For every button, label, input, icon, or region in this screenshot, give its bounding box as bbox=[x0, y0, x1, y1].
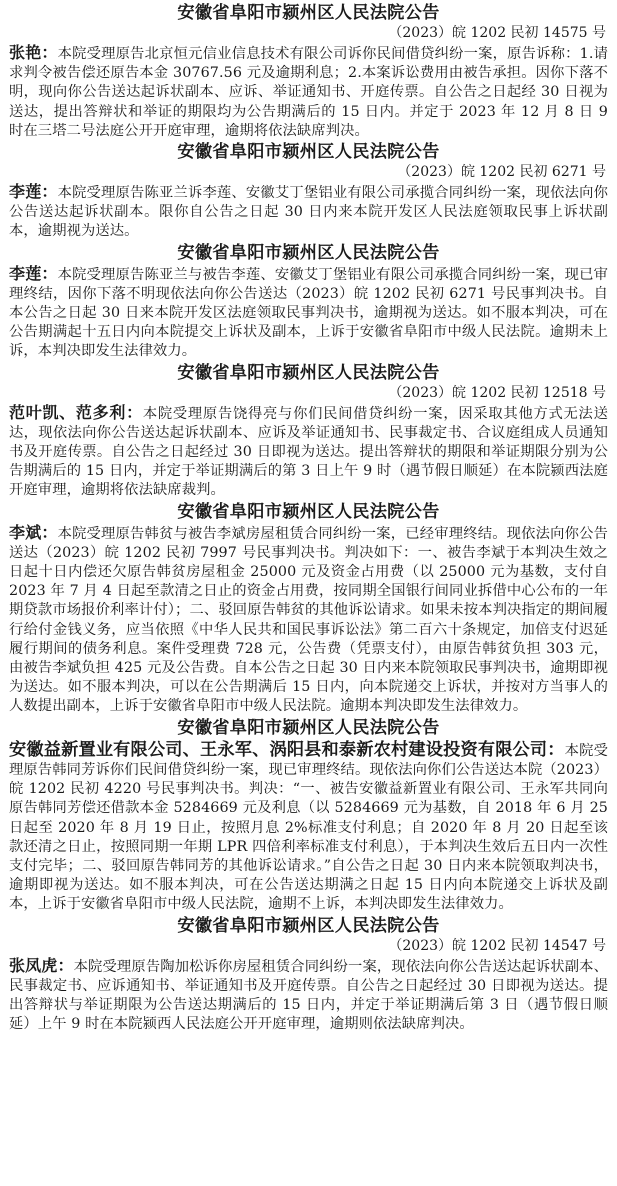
notice-title: 安徽省阜阳市颍州区人民法院公告 bbox=[177, 3, 440, 23]
case-number: （2023）皖 1202 民初 14547 号 bbox=[388, 937, 606, 954]
case-number: （2023）皖 1202 民初 6271 号 bbox=[397, 164, 606, 181]
notice-text: 本院受理原告陈亚兰诉李莲、安徽艾丁堡铝业有限公司承揽合同纠纷一案，现依法向你公告送达起诉状副本。限你自公告之日起 30 日内来本院开发区人民法庭领取民事上诉状副本，逾期视为送达。 bbox=[9, 185, 608, 240]
notice-text: 本院受理原告饶得亮与你们民间借贷纠纷一案，因采取其他方式无法送达，现依法向你公告送达起诉状副本、应诉及举证通知书、民事裁定书、合议庭组成人员通知书及开庭传票。自公告之日起经过 30 日即视为送达。提出答辩状的期限和举证期限分别为公告期满后的 15 日内，并定于举证期满后的第 3 日上午 9 时（遇节假日顺延）在本院颍西法庭开庭审理，逾期将依法缺席裁判。 bbox=[9, 405, 608, 499]
notice-body bbox=[9, 43, 608, 141]
party-name: 范叶凯、范多利： bbox=[9, 402, 143, 422]
notice-body bbox=[9, 956, 608, 1035]
notice-6 bbox=[9, 717, 608, 915]
notice-3 bbox=[9, 242, 608, 362]
party-name: 张艳： bbox=[9, 43, 58, 62]
notice-title: 安徽省阜阳市颍州区人民法院公告 bbox=[177, 915, 440, 936]
notice-body bbox=[9, 739, 608, 915]
notice-5 bbox=[9, 501, 608, 717]
notice-body bbox=[9, 523, 608, 717]
notice-7 bbox=[9, 915, 608, 1035]
party-name: 安徽益新置业有限公司、王永军、涡阳县和泰新农村建设投资有限公司： bbox=[9, 739, 565, 760]
notice-text: 本院受理原告韩同芳诉你们民间借贷纠纷一案，现已审理终结。现依法向你们公告送达本院（2023）皖 1202 民初 4220 号民事判决书。判决：“一、被告安徽益新置业有限公司、王永军共同向原告韩同芳偿还借款本金 5284669 元及利息（以 5284669 元为基数，自 2018 年 6 月 25 日起至 2020 年 8 月 19 日止，按照月息 2%标准支付利息；自 2020 年 8 月 20 日起至该款还清之日止，按照同期一年期 LPR 四倍利率标准支付利息），于本判决生效后五日内一次性支付完毕；二、驳回原告韩同芳的其他诉讼请求。”自公告之日起 30 日内来本院领取判决书，逾期即视为送达。如不服本判决，可在公告送达期满之日起 15 日内向本院递交上诉状及副本，上诉于安徽省阜阳市中级人民法院，逾期不上诉，本判决即发生法律效力。 bbox=[9, 742, 608, 913]
party-name: 李莲： bbox=[9, 263, 58, 283]
case-number: （2023）皖 1202 民初 12518 号 bbox=[388, 384, 606, 401]
notice-title: 安徽省阜阳市颍州区人民法院公告 bbox=[177, 717, 440, 738]
notice-2 bbox=[9, 141, 608, 242]
notice-title: 安徽省阜阳市颍州区人民法院公告 bbox=[177, 501, 440, 522]
notice-text: 本院受理原告韩贫与被告李斌房屋租赁合同纠纷一案，已经审理终结。现依法向你公告送达（2023）皖 1202 民初 7997 号民事判决书。判决如下：一、被告李斌于本判决生效之日起十日内偿还欠原告韩贫房屋租金 25000 元及资金占用费（以 25000 元为基数，支付自 2023 年 7 月 4 日起至款清之日止的资金占用费，按同期全国银行间同业拆借中心公布的一年期贷款市场报价利率计付）；二、驳回原告韩贫的其他诉讼请求。如果未按本判决指定的期间履行给付金钱义务，应当依照《中华人民共和国民事诉讼法》第二百六十条规定，加倍支付迟延履行期间的债务利息。案件受理费 728 元，公告费（凭票支付），由原告韩贫负担 303 元，由被告李斌负担 425 元及公告费。自本公告之日起 30 日内来本院领取民事判决书，逾期即视为送达。如不服本判决，可以在公告期满后 15 日内，向本院递交上诉状，并按对方当事人的人数提出副本，上诉于安徽省阜阳市中级人民法院。逾期本判决即发生法律效力。 bbox=[9, 525, 608, 715]
party-name: 张凤虎： bbox=[9, 955, 74, 975]
notice-body bbox=[9, 264, 608, 362]
notice-text: 本院受理原告陈亚兰与被告李莲、安徽艾丁堡铝业有限公司承揽合同纠纷一案，现已审理终结，因你下落不明现依法向你公告送达（2023）皖 1202 民初 6271 号民事判决书。自本公告之日起 30 日来本院开发区法庭领取民事判决书，逾期视为送达。如不服本判决，可在公告期满起十五日内向本院提交上诉状及副本，上诉于安徽省阜阳市中级人民法院。逾期未上诉，本判决即发生法律效力。 bbox=[9, 266, 608, 360]
notice-1 bbox=[9, 2, 608, 141]
notice-body bbox=[9, 182, 608, 242]
notice-text: 本院受理原告北京恒元信业信息技术有限公司诉你民间借贷纠纷一案，原告诉称：1.请求判令被告偿还原告本金 30767.56 元及逾期利息；2.本案诉讼费用由被告承担。因你下落不明，现向你公告送达起诉状副本、应诉、举证通知书、开庭传票。自公告之日起经 30 日视为送达，提出答辩状和举证的期限均为公告期满后的 15 日内。并定于 2023 年 12 月 8 日 9 时在三塔二号法庭公开开庭审理，逾期将依法缺席判决。 bbox=[9, 46, 608, 139]
notice-title: 安徽省阜阳市颍州区人民法院公告 bbox=[177, 142, 440, 163]
notice-4 bbox=[9, 362, 608, 501]
notice-title: 安徽省阜阳市颍州区人民法院公告 bbox=[177, 362, 440, 383]
notice-body bbox=[9, 403, 608, 501]
party-name: 李斌： bbox=[9, 522, 58, 542]
party-name: 李莲： bbox=[9, 182, 58, 202]
notice-title: 安徽省阜阳市颍州区人民法院公告 bbox=[177, 242, 440, 263]
notice-text: 本院受理原告陶加松诉你房屋租赁合同纠纷一案，现依法向你公告送达起诉状副本、民事裁定书、应诉通知书、举证通知书及开庭传票。自公告之日起经过 30 日即视为送达。提出答辩状与举证期限为公告送达期满后的 15 日内，并定于举证期满后第 3 日（遇节假日顺延）上午 9 时在本院颍西人民法庭公开开庭审理，逾期则依法缺席判决。 bbox=[9, 958, 608, 1033]
case-number: （2023）皖 1202 民初 14575 号 bbox=[388, 25, 606, 41]
